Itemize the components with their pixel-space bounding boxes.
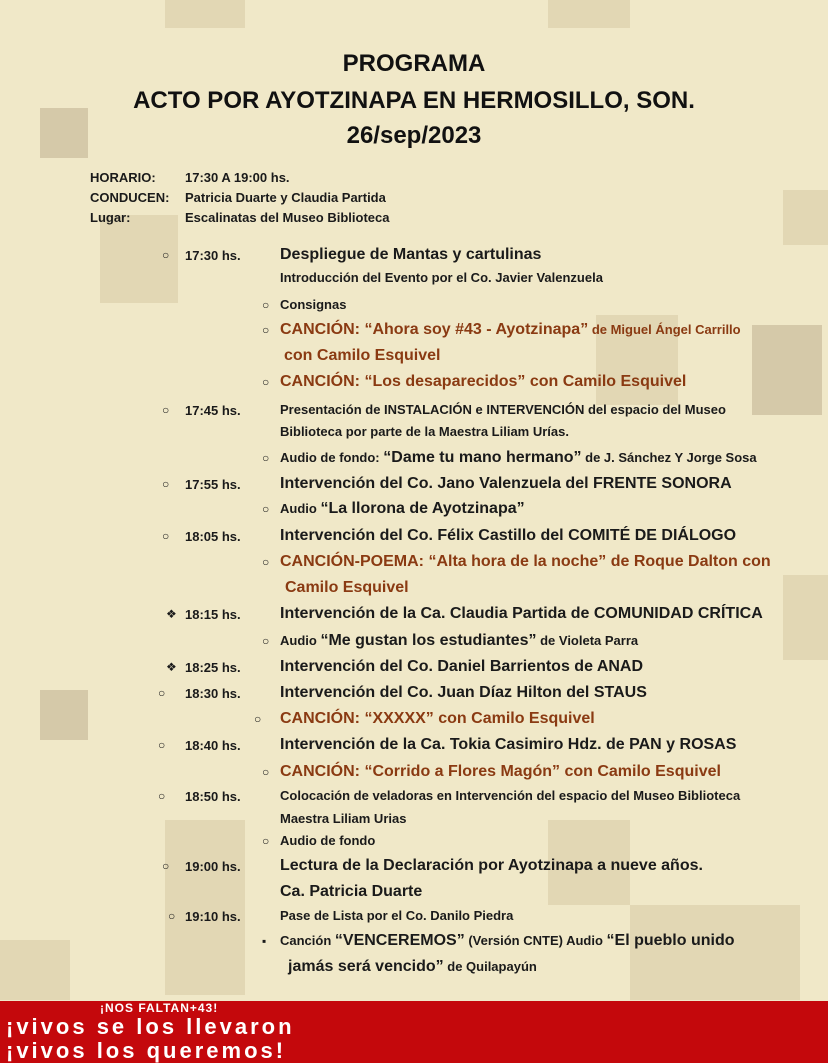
activity-text bbox=[280, 247, 541, 263]
circle-bullet-icon: ○ bbox=[262, 555, 270, 569]
activity-text bbox=[280, 685, 647, 701]
activity-text bbox=[280, 659, 643, 675]
activity-text bbox=[280, 424, 569, 440]
text-segment: Colocación de veladoras en Intervención del espacio del Museo Biblioteca bbox=[280, 788, 741, 803]
activity-text bbox=[280, 908, 513, 924]
time-label: 17:55 hs. bbox=[185, 477, 241, 492]
time-label: 18:05 hs. bbox=[185, 529, 241, 544]
activity-text bbox=[280, 450, 757, 466]
time-label: 17:45 hs. bbox=[185, 403, 241, 418]
text-segment: Biblioteca por parte de la Maestra Liliam Urías. bbox=[280, 424, 569, 439]
time-label: 18:25 hs. bbox=[185, 660, 241, 675]
activity-text bbox=[280, 884, 422, 900]
circle-bullet-icon: ○ bbox=[254, 712, 262, 726]
time-label: 18:30 hs. bbox=[185, 686, 241, 701]
info-label: HORARIO: bbox=[90, 170, 156, 185]
banner-line-2: ¡vivos los queremos! bbox=[6, 1038, 287, 1063]
text-segment: jamás será vencido” bbox=[288, 958, 444, 975]
text-segment: Intervención del Co. Juan Díaz Hilton del STAUS bbox=[280, 684, 647, 701]
activity-text bbox=[280, 270, 603, 286]
activity-text bbox=[280, 402, 726, 418]
slogan-banner bbox=[0, 1001, 828, 1063]
time-label: 17:30 hs. bbox=[185, 248, 241, 263]
circle-bullet-icon: ○ bbox=[262, 634, 270, 648]
time-label: 18:15 hs. bbox=[185, 607, 241, 622]
text-segment: CANCIÓN-POEMA: “Alta hora de la noche” de Roque Dalton con bbox=[280, 553, 771, 570]
time-label: 18:50 hs. bbox=[185, 789, 241, 804]
activity-text bbox=[280, 711, 595, 727]
banner-small-text: ¡NOS FALTAN+43! bbox=[100, 1001, 219, 1015]
text-segment: Intervención del Co. Jano Valenzuela del FRENTE SONORA bbox=[280, 475, 732, 492]
event-title: ACTO POR AYOTZINAPA EN HERMOSILLO, SON. bbox=[133, 87, 695, 114]
text-segment: de J. Sánchez Y Jorge Sosa bbox=[581, 450, 757, 465]
circle-bullet-icon: ○ bbox=[158, 738, 166, 752]
circle-bullet-icon: ○ bbox=[162, 529, 170, 543]
diamond-bullet-icon: ❖ bbox=[166, 660, 177, 674]
text-segment: de Quilapayún bbox=[443, 959, 537, 974]
text-segment: Consignas bbox=[280, 297, 347, 312]
activity-text bbox=[280, 374, 686, 390]
activity-text bbox=[285, 580, 409, 596]
circle-bullet-icon: ○ bbox=[162, 477, 170, 491]
activity-text bbox=[280, 528, 736, 544]
text-segment: Ca. Patricia Duarte bbox=[280, 883, 423, 900]
activity-text bbox=[284, 348, 440, 364]
text-segment: Maestra Liliam Urias bbox=[280, 811, 407, 826]
diamond-bullet-icon: ❖ bbox=[166, 607, 177, 621]
text-segment: “Dame tu mano hermano” bbox=[383, 449, 582, 466]
activity-text bbox=[280, 476, 732, 492]
text-segment: Audio de fondo bbox=[280, 833, 376, 848]
circle-bullet-icon: ○ bbox=[158, 789, 166, 803]
activity-text bbox=[280, 297, 346, 313]
text-segment: Audio de fondo: bbox=[280, 450, 384, 465]
text-segment: “Me gustan los estudiantes” bbox=[320, 632, 537, 649]
circle-bullet-icon: ○ bbox=[262, 375, 270, 389]
text-segment: CANCIÓN: “XXXXX” con Camilo Esquivel bbox=[280, 710, 595, 727]
text-segment: Lectura de la Declaración por Ayotzinapa a nueve años. bbox=[280, 857, 703, 874]
activity-text bbox=[280, 764, 721, 780]
text-segment: CANCIÓN: “Corrido a Flores Magón” con Camilo Esquivel bbox=[280, 763, 721, 780]
circle-bullet-icon: ○ bbox=[262, 451, 270, 465]
text-segment: Pase de Lista por el Co. Danilo Piedra bbox=[280, 908, 514, 923]
activity-text bbox=[280, 858, 703, 874]
circle-bullet-icon: ○ bbox=[168, 909, 176, 923]
activity-text bbox=[280, 833, 375, 849]
activity-text bbox=[280, 788, 740, 804]
text-segment: Introducción del Evento por el Co. Javier Valenzuela bbox=[280, 270, 603, 285]
text-segment: con Camilo Esquivel bbox=[284, 347, 441, 364]
info-value: Escalinatas del Museo Biblioteca bbox=[185, 210, 390, 225]
activity-text bbox=[280, 633, 638, 649]
text-segment: Intervención de la Ca. Tokia Casimiro Hdz. de PAN y ROSAS bbox=[280, 736, 737, 753]
text-segment: Audio bbox=[280, 501, 321, 516]
text-segment: Audio bbox=[280, 633, 321, 648]
info-value: 17:30 A 19:00 hs. bbox=[185, 170, 290, 185]
activity-text bbox=[280, 933, 735, 949]
text-segment: Camilo Esquivel bbox=[285, 579, 409, 596]
activity-text bbox=[280, 322, 741, 338]
text-segment: “La llorona de Ayotzinapa” bbox=[320, 500, 525, 517]
circle-bullet-icon: ○ bbox=[262, 323, 270, 337]
activity-text bbox=[280, 554, 771, 570]
circle-bullet-icon: ○ bbox=[162, 248, 170, 262]
activity-text bbox=[280, 811, 406, 827]
text-segment: “El pueblo unido bbox=[606, 932, 735, 949]
info-label: Lugar: bbox=[90, 210, 131, 225]
circle-bullet-icon: ○ bbox=[162, 859, 170, 873]
time-label: 19:00 hs. bbox=[185, 859, 241, 874]
square-bullet-icon: ▪ bbox=[262, 934, 267, 948]
text-segment: Intervención del Co. Félix Castillo del COMITÉ DE DIÁLOGO bbox=[280, 527, 737, 544]
circle-bullet-icon: ○ bbox=[158, 686, 166, 700]
text-segment: (Versión CNTE) Audio bbox=[464, 933, 607, 948]
text-segment: CANCIÓN: “Ahora soy #43 - Ayotzinapa” bbox=[280, 321, 589, 338]
text-segment: Canción bbox=[280, 933, 335, 948]
text-segment: Intervención del Co. Daniel Barrientos de ANAD bbox=[280, 658, 644, 675]
text-segment: CANCIÓN: “Los desaparecidos” con Camilo Esquivel bbox=[280, 373, 687, 390]
info-value: Patricia Duarte y Claudia Partida bbox=[185, 190, 386, 205]
text-segment: Despliegue de Mantas y cartulinas bbox=[280, 246, 542, 263]
text-segment: Intervención de la Ca. Claudia Partida de COMUNIDAD CRÍTICA bbox=[280, 605, 763, 622]
circle-bullet-icon: ○ bbox=[162, 403, 170, 417]
circle-bullet-icon: ○ bbox=[262, 765, 270, 779]
event-date: 26/sep/2023 bbox=[346, 122, 482, 149]
activity-text bbox=[280, 501, 525, 517]
activity-text bbox=[280, 737, 736, 753]
text-segment: Presentación de INSTALACIÓN e INTERVENCIÓN del espacio del Museo bbox=[280, 402, 726, 417]
program-heading: PROGRAMA bbox=[342, 50, 486, 77]
activity-text bbox=[288, 959, 537, 975]
time-label: 19:10 hs. bbox=[185, 909, 241, 924]
circle-bullet-icon: ○ bbox=[262, 834, 270, 848]
text-segment: de Miguel Ángel Carrillo bbox=[588, 322, 741, 337]
text-segment: “VENCEREMOS” bbox=[334, 932, 465, 949]
activity-text bbox=[280, 606, 763, 622]
time-label: 18:40 hs. bbox=[185, 738, 241, 753]
banner-line-1: ¡vivos se los llevaron bbox=[6, 1014, 295, 1039]
info-label: CONDUCEN: bbox=[90, 190, 170, 205]
circle-bullet-icon: ○ bbox=[262, 298, 270, 312]
text-segment: de Violeta Parra bbox=[536, 633, 639, 648]
circle-bullet-icon: ○ bbox=[262, 502, 270, 516]
